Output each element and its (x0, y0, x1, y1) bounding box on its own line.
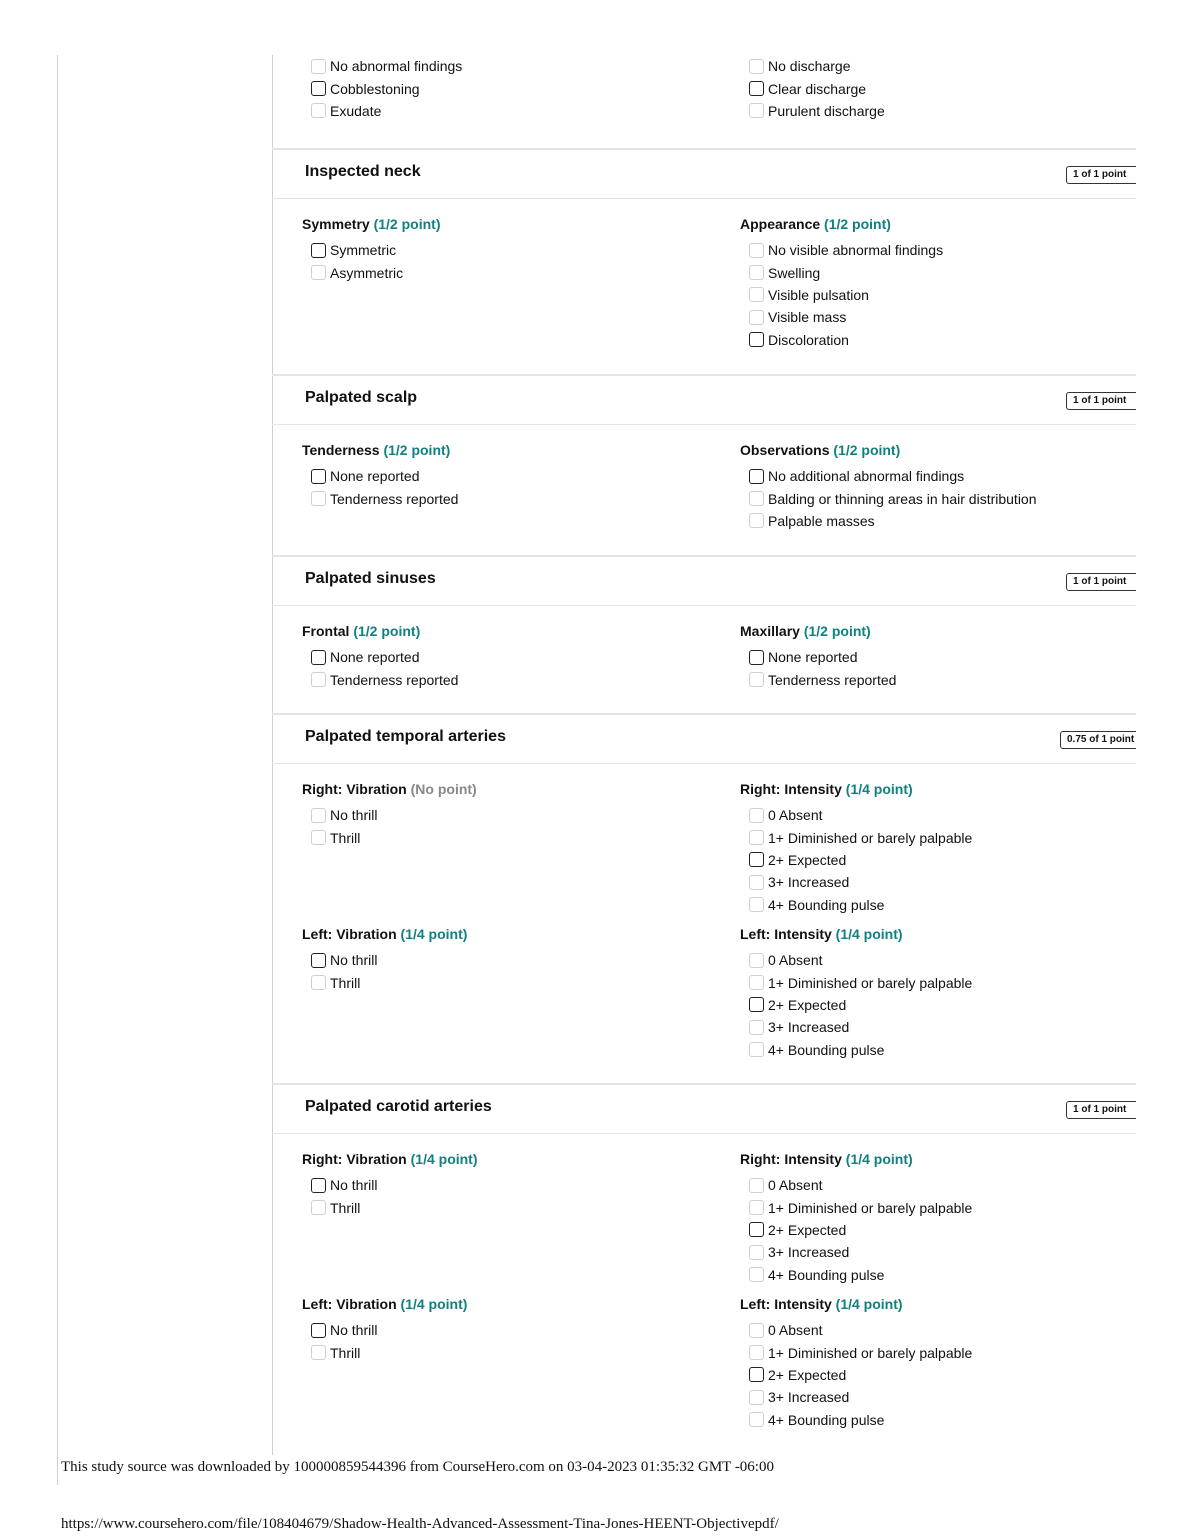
checkbox-unchecked[interactable] (749, 953, 764, 968)
option-label: Cobblestoning (330, 80, 420, 97)
options-list (740, 646, 1136, 691)
option-label: 0 Absent (768, 1177, 823, 1194)
option-label: 2+ Expected (768, 1221, 847, 1238)
option-label: Discoloration (768, 331, 849, 348)
top-fragment-right-group (740, 55, 1136, 122)
question-label (740, 1151, 1136, 1174)
question-title: Symmetry (302, 216, 370, 232)
top-fragment-left-group (302, 55, 722, 122)
section-header (272, 150, 1136, 199)
option-label: 2+ Expected (768, 1366, 847, 1383)
options-list (302, 804, 722, 849)
points-awarded: (1/2 point) (353, 623, 421, 639)
option-label: No thrill (330, 952, 378, 969)
question-label (740, 926, 1136, 949)
option-label: Balding or thinning areas in hair distribution (768, 490, 1037, 507)
checkbox-unchecked[interactable] (311, 59, 326, 74)
checkbox-unchecked[interactable] (749, 59, 764, 74)
section-title: Palpated carotid arteries (305, 1098, 492, 1115)
option-discoloration[interactable] (740, 329, 1136, 351)
points-awarded: (1/4 point) (835, 926, 903, 942)
option-no-thrill[interactable] (302, 804, 722, 826)
points-awarded: (1/2 point) (373, 216, 441, 232)
checkbox-unchecked[interactable] (749, 1323, 764, 1338)
option-2-expected[interactable] (740, 849, 1136, 871)
checkbox-unchecked[interactable] (749, 1345, 764, 1360)
question-label (740, 1296, 1136, 1319)
question-title: Left: Intensity (740, 1296, 832, 1312)
checkbox-checked[interactable] (749, 1367, 764, 1382)
question-label (302, 926, 722, 949)
option-thrill[interactable] (302, 971, 722, 993)
options-list (302, 1174, 722, 1219)
option-2-expected[interactable] (740, 1219, 1136, 1241)
option-label: Tenderness reported (330, 490, 459, 507)
section-header (272, 376, 1136, 425)
option-label: Tenderness reported (330, 671, 459, 688)
option-label: Thrill (330, 1344, 361, 1361)
section-card-inspected-neck (272, 148, 1136, 375)
option-label: No abnormal findings (330, 58, 463, 75)
question-group-right-intensity (740, 1151, 1136, 1286)
option-3-increased[interactable] (740, 1386, 1136, 1408)
checkbox-checked[interactable] (311, 650, 326, 665)
question-title: Frontal (302, 623, 350, 639)
section-card-palpated-carotid-arteries (272, 1083, 1136, 1455)
options-list (740, 949, 1136, 1061)
option-label: Visible mass (768, 309, 847, 326)
option-label: Thrill (330, 974, 361, 991)
option-label: 3+ Increased (768, 1019, 850, 1036)
option-asymmetric[interactable] (302, 261, 722, 283)
option-3-increased[interactable] (740, 871, 1136, 893)
option-symmetric[interactable] (302, 239, 722, 261)
option-label: Swelling (768, 264, 821, 281)
checkbox-checked[interactable] (311, 953, 326, 968)
question-group-observations (740, 442, 1136, 532)
question-group-frontal (302, 623, 722, 691)
points-awarded: (1/4 point) (400, 1296, 468, 1312)
points-awarded: (1/4 point) (400, 926, 468, 942)
left-margin-rule (57, 55, 58, 1485)
checkbox-unchecked[interactable] (749, 513, 764, 528)
option-thrill[interactable] (302, 826, 722, 848)
question-group-right-vibration (302, 1151, 722, 1219)
score-badge: 1 of 1 point (1066, 1101, 1136, 1119)
question-title: Maxillary (740, 623, 800, 639)
option-label: 0 Absent (768, 807, 823, 824)
points-awarded: (1/4 point) (835, 1296, 903, 1312)
option-label: Asymmetric (330, 264, 404, 281)
question-group-symmetry (302, 216, 722, 284)
section-title: Inspected neck (305, 163, 421, 180)
options-list (740, 1174, 1136, 1286)
question-group-left-intensity (740, 926, 1136, 1061)
checkbox-unchecked[interactable] (311, 265, 326, 280)
points-awarded: (1/4 point) (845, 781, 913, 797)
section-card-palpated-temporal-arteries (272, 713, 1136, 1084)
option-label: Visible pulsation (768, 286, 869, 303)
section-title: Palpated scalp (305, 389, 418, 406)
option-3-increased[interactable] (740, 1016, 1136, 1038)
checkbox-unchecked[interactable] (749, 875, 764, 890)
points-awarded: (1/4 point) (410, 1151, 478, 1167)
option-none-reported[interactable] (302, 646, 722, 668)
option-label: Thrill (330, 829, 361, 846)
checkbox-checked[interactable] (749, 332, 764, 347)
option-4-bounding-pulse[interactable] (740, 1264, 1136, 1286)
option-1-diminished-or-barely-palpable[interactable] (740, 971, 1136, 993)
option-label: Thrill (330, 1199, 361, 1216)
points-awarded: (1/2 point) (824, 216, 891, 232)
option-balding-or-thinning-areas-in-hair-distribution[interactable] (740, 487, 1136, 509)
options-list (740, 804, 1136, 916)
option-label: Purulent discharge (768, 102, 885, 119)
question-label (302, 1296, 722, 1319)
checkbox-unchecked[interactable] (311, 830, 326, 845)
checkbox-checked[interactable] (749, 852, 764, 867)
checkbox-unchecked[interactable] (749, 491, 764, 506)
options-list (740, 465, 1136, 532)
question-label (302, 623, 722, 646)
checkbox-checked[interactable] (311, 1178, 326, 1193)
option-2-expected[interactable] (740, 1364, 1136, 1386)
checkbox-unchecked[interactable] (311, 1345, 326, 1360)
option-thrill[interactable] (302, 1196, 722, 1218)
checkbox-unchecked[interactable] (749, 1245, 764, 1260)
option-no-abnormal-findings[interactable] (302, 55, 722, 77)
option-label: 3+ Increased (768, 1389, 850, 1406)
option-label: Tenderness reported (768, 671, 897, 688)
checkbox-unchecked[interactable] (749, 1200, 764, 1215)
option-none-reported[interactable] (302, 465, 722, 487)
option-label: None reported (330, 649, 420, 666)
checkbox-unchecked[interactable] (749, 310, 764, 325)
question-label (740, 216, 1136, 239)
points-awarded: (1/4 point) (845, 1151, 913, 1167)
checkbox-unchecked[interactable] (749, 1042, 764, 1057)
option-label: 4+ Bounding pulse (768, 1266, 885, 1283)
option-label: 2+ Expected (768, 996, 847, 1013)
options-list (302, 949, 722, 994)
section-card-palpated-sinuses (272, 555, 1136, 714)
question-title: Right: Intensity (740, 781, 842, 797)
option-label: Clear discharge (768, 80, 867, 97)
section-card-palpated-scalp (272, 374, 1136, 556)
option-label: 4+ Bounding pulse (768, 1411, 885, 1428)
option-label: 1+ Diminished or barely palpable (768, 1199, 973, 1216)
points-awarded: (1/2 point) (833, 442, 901, 458)
option-no-visible-abnormal-findings[interactable] (740, 239, 1136, 261)
option-label: 2+ Expected (768, 851, 847, 868)
points-awarded: (1/2 point) (383, 442, 451, 458)
top-fragment-left-options (302, 55, 722, 122)
checkbox-unchecked[interactable] (749, 1020, 764, 1035)
question-group-left-intensity (740, 1296, 1136, 1431)
question-group-right-vibration (302, 781, 722, 849)
option-label: 4+ Bounding pulse (768, 1041, 885, 1058)
checkbox-unchecked[interactable] (749, 1412, 764, 1427)
question-label (302, 781, 722, 804)
checkbox-checked[interactable] (749, 650, 764, 665)
option-label: 0 Absent (768, 952, 823, 969)
options-list (302, 239, 722, 284)
option-no-thrill[interactable] (302, 1319, 722, 1341)
option-none-reported[interactable] (740, 646, 1136, 668)
checkbox-unchecked[interactable] (311, 103, 326, 118)
question-label (302, 1151, 722, 1174)
checkbox-checked[interactable] (749, 81, 764, 96)
question-title: Left: Vibration (302, 1296, 397, 1312)
top-fragment-right-options (740, 55, 1136, 122)
checkbox-unchecked[interactable] (749, 897, 764, 912)
option-exudate[interactable] (302, 100, 722, 122)
option-2-expected[interactable] (740, 994, 1136, 1016)
section-title: Palpated sinuses (305, 570, 436, 587)
option-label: 3+ Increased (768, 874, 850, 891)
checkbox-unchecked[interactable] (749, 287, 764, 302)
option-purulent-discharge[interactable] (740, 100, 1136, 122)
options-list (740, 1319, 1136, 1431)
option-label: 1+ Diminished or barely palpable (768, 1344, 973, 1361)
option-cobblestoning[interactable] (302, 77, 722, 99)
options-list (302, 646, 722, 691)
option-label: 3+ Increased (768, 1244, 850, 1261)
option-no-discharge[interactable] (740, 55, 1136, 77)
source-url: https://www.coursehero.com/file/108404679/Shadow-Health-Advanced-Assessment-Tina-Jones-HEENT-Objectivepdf/ (61, 1516, 779, 1532)
option-visible-pulsation[interactable] (740, 284, 1136, 306)
option-0-absent[interactable] (740, 1174, 1136, 1196)
section-header (272, 1085, 1136, 1134)
checkbox-unchecked[interactable] (311, 1200, 326, 1215)
points-awarded: (1/2 point) (803, 623, 871, 639)
assessment-content (272, 55, 1136, 1455)
question-group-left-vibration (302, 1296, 722, 1364)
question-group-left-vibration (302, 926, 722, 994)
checkbox-unchecked[interactable] (749, 1390, 764, 1405)
question-title: Tenderness (302, 442, 380, 458)
checkbox-unchecked[interactable] (311, 808, 326, 823)
question-group-right-intensity (740, 781, 1136, 916)
question-group-maxillary (740, 623, 1136, 691)
option-label: No discharge (768, 58, 851, 75)
checkbox-unchecked[interactable] (749, 808, 764, 823)
checkbox-checked[interactable] (311, 243, 326, 258)
option-label: No additional abnormal findings (768, 468, 965, 485)
question-title: Appearance (740, 216, 821, 232)
option-label: None reported (768, 649, 858, 666)
option-label: No thrill (330, 1322, 378, 1339)
option-label: None reported (330, 468, 420, 485)
checkbox-unchecked[interactable] (749, 265, 764, 280)
question-label (740, 442, 1136, 465)
question-title: Right: Vibration (302, 781, 407, 797)
option-visible-mass[interactable] (740, 306, 1136, 328)
checkbox-unchecked[interactable] (749, 1267, 764, 1282)
question-label (740, 781, 1136, 804)
checkbox-unchecked[interactable] (749, 975, 764, 990)
question-label (740, 623, 1136, 646)
checkbox-unchecked[interactable] (311, 491, 326, 506)
checkbox-unchecked[interactable] (749, 243, 764, 258)
option-palpable-masses[interactable] (740, 510, 1136, 532)
points-awarded: (No point) (410, 781, 477, 797)
option-3-increased[interactable] (740, 1241, 1136, 1263)
option-label: Exudate (330, 102, 382, 119)
option-tenderness-reported[interactable] (302, 668, 722, 690)
score-badge: 1 of 1 point (1066, 166, 1136, 184)
option-clear-discharge[interactable] (740, 77, 1136, 99)
option-4-bounding-pulse[interactable] (740, 1409, 1136, 1431)
option-1-diminished-or-barely-palpable[interactable] (740, 1196, 1136, 1218)
option-0-absent[interactable] (740, 1319, 1136, 1341)
option-tenderness-reported[interactable] (740, 668, 1136, 690)
question-label (302, 442, 722, 465)
option-swelling[interactable] (740, 261, 1136, 283)
question-title: Right: Intensity (740, 1151, 842, 1167)
option-tenderness-reported[interactable] (302, 487, 722, 509)
checkbox-unchecked[interactable] (749, 103, 764, 118)
option-label: Symmetric (330, 242, 397, 259)
option-1-diminished-or-barely-palpable[interactable] (740, 826, 1136, 848)
option-0-absent[interactable] (740, 804, 1136, 826)
option-label: No visible abnormal findings (768, 242, 944, 259)
question-title: Right: Vibration (302, 1151, 407, 1167)
option-thrill[interactable] (302, 1341, 722, 1363)
checkbox-unchecked[interactable] (311, 975, 326, 990)
checkbox-unchecked[interactable] (749, 1178, 764, 1193)
option-label: No thrill (330, 1177, 378, 1194)
checkbox-checked[interactable] (311, 1323, 326, 1338)
question-group-appearance (740, 216, 1136, 351)
section-header (272, 557, 1136, 606)
question-title: Left: Intensity (740, 926, 832, 942)
checkbox-checked[interactable] (749, 997, 764, 1012)
option-4-bounding-pulse[interactable] (740, 1039, 1136, 1061)
checkbox-checked[interactable] (311, 469, 326, 484)
option-label: No thrill (330, 807, 378, 824)
score-badge: 0.75 of 1 point (1060, 731, 1136, 749)
checkbox-checked[interactable] (749, 469, 764, 484)
score-badge: 1 of 1 point (1066, 392, 1136, 410)
options-list (302, 1319, 722, 1364)
checkbox-unchecked[interactable] (749, 672, 764, 687)
section-title: Palpated temporal arteries (305, 728, 506, 745)
options-list (302, 465, 722, 510)
checkbox-checked[interactable] (311, 81, 326, 96)
option-label: 0 Absent (768, 1322, 823, 1339)
option-label: 1+ Diminished or barely palpable (768, 974, 973, 991)
download-source-line: This study source was downloaded by 100000859544396 from CourseHero.com on 03-04-2023 01:35:32 GMT -06:00 (61, 1459, 774, 1475)
option-no-thrill[interactable] (302, 949, 722, 971)
checkbox-unchecked[interactable] (311, 672, 326, 687)
section-header (272, 715, 1136, 764)
option-no-thrill[interactable] (302, 1174, 722, 1196)
question-title: Left: Vibration (302, 926, 397, 942)
option-label: 1+ Diminished or barely palpable (768, 829, 973, 846)
option-1-diminished-or-barely-palpable[interactable] (740, 1341, 1136, 1363)
question-title: Observations (740, 442, 830, 458)
option-0-absent[interactable] (740, 949, 1136, 971)
option-label: 4+ Bounding pulse (768, 896, 885, 913)
checkbox-checked[interactable] (749, 1222, 764, 1237)
options-list (740, 239, 1136, 351)
option-no-additional-abnormal-findings[interactable] (740, 465, 1136, 487)
option-label: Palpable masses (768, 512, 875, 529)
checkbox-unchecked[interactable] (749, 830, 764, 845)
score-badge: 1 of 1 point (1066, 573, 1136, 591)
question-group-tenderness (302, 442, 722, 510)
option-4-bounding-pulse[interactable] (740, 894, 1136, 916)
question-label (302, 216, 722, 239)
